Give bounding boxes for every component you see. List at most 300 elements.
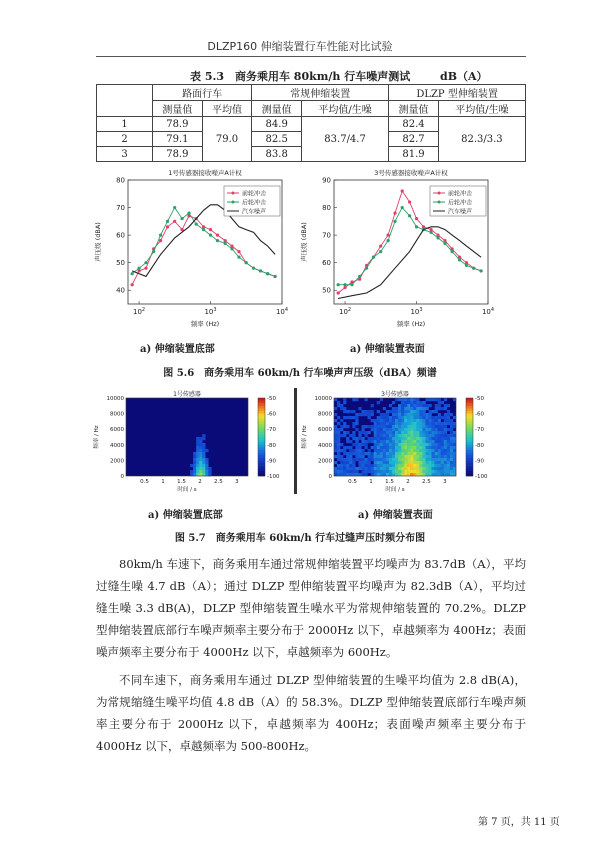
colorbar-segment bbox=[466, 432, 473, 435]
spectrogram-cell bbox=[416, 458, 419, 461]
colorbar-segment bbox=[258, 434, 265, 437]
spectrogram-cell bbox=[450, 455, 453, 458]
spectrogram-cell bbox=[371, 470, 374, 473]
data-point bbox=[430, 228, 433, 231]
spectrogram-cell bbox=[398, 437, 401, 440]
spectrogram-cell bbox=[196, 440, 199, 443]
spectrogram-cell bbox=[334, 443, 337, 446]
spectrogram-cell bbox=[374, 425, 377, 428]
spectrogram-cell bbox=[377, 443, 380, 446]
spectrogram-cell bbox=[407, 434, 410, 437]
spectrogram-cell bbox=[386, 419, 389, 422]
spectrogram-cell bbox=[426, 458, 429, 461]
spectrogram-cell bbox=[340, 467, 343, 470]
spectrogram-cell bbox=[205, 449, 208, 452]
spectrogram-cell bbox=[199, 458, 202, 461]
y-tick-label: 2000 bbox=[110, 458, 124, 465]
spectrogram-cell bbox=[401, 401, 404, 404]
spectrogram-cell bbox=[352, 452, 355, 455]
spectrogram-cell bbox=[395, 455, 398, 458]
spectrogram-cell bbox=[352, 425, 355, 428]
spectrogram-cell bbox=[334, 467, 337, 470]
spectrogram-cell bbox=[352, 470, 355, 473]
spectrogram-cell bbox=[413, 446, 416, 449]
spectrogram-cell bbox=[407, 461, 410, 464]
spectrogram-cell bbox=[438, 449, 441, 452]
spectrogram-cell bbox=[422, 419, 425, 422]
spectrogram-cell bbox=[377, 470, 380, 473]
spectrogram-cell bbox=[380, 443, 383, 446]
spectrogram-cell bbox=[413, 416, 416, 419]
spectrogram-cell bbox=[386, 416, 389, 419]
spectrogram-cell bbox=[422, 425, 425, 428]
spectrogram-cell bbox=[404, 422, 407, 425]
colorbar-segment bbox=[258, 460, 265, 463]
spectrogram-cell bbox=[429, 443, 432, 446]
legend-label: 前轮冲击 bbox=[448, 190, 473, 198]
colorbar-segment bbox=[466, 419, 473, 422]
spectrogram-cell bbox=[208, 467, 211, 470]
spectrogram-cell bbox=[361, 431, 364, 434]
spectrogram-cell bbox=[196, 467, 199, 470]
spectrogram-cell bbox=[380, 398, 383, 401]
spectrogram-cell bbox=[199, 443, 202, 446]
spectrogram-cell bbox=[202, 434, 205, 437]
spectrogram-cell bbox=[444, 413, 447, 416]
spectrogram-cell bbox=[337, 455, 340, 458]
spectrogram-cell bbox=[205, 467, 208, 470]
spectrogram-cell bbox=[444, 440, 447, 443]
spectrogram-cell bbox=[389, 434, 392, 437]
spectrogram-cell bbox=[426, 449, 429, 452]
spectrogram-cell bbox=[410, 407, 413, 410]
spectrogram-cell bbox=[361, 452, 364, 455]
spectrogram-cell bbox=[429, 413, 432, 416]
spectrogram-title: 3号传感器 bbox=[381, 391, 409, 398]
spectrogram-cell bbox=[389, 452, 392, 455]
spectrogram-cell bbox=[392, 440, 395, 443]
data-point bbox=[422, 225, 425, 228]
spectrogram-cell bbox=[343, 461, 346, 464]
spectrogram-cell bbox=[450, 425, 453, 428]
spectrogram-cell bbox=[441, 467, 444, 470]
spectrogram-cell bbox=[386, 452, 389, 455]
colorbar-segment bbox=[466, 460, 473, 463]
legend-marker bbox=[438, 201, 441, 204]
spectrogram-cell bbox=[380, 461, 383, 464]
legend-label: 汽车噪声 bbox=[242, 208, 267, 216]
colorbar-segment bbox=[466, 424, 473, 427]
spectrogram-cell bbox=[349, 464, 352, 467]
x-tick-label: 2.5 bbox=[214, 479, 223, 485]
spectrum-chart-sensor1 bbox=[90, 166, 290, 332]
spectrogram-cell bbox=[202, 446, 205, 449]
spectrogram-cell bbox=[410, 470, 413, 473]
spectrogram-cell bbox=[208, 470, 211, 473]
colorbar-segment bbox=[466, 471, 473, 474]
spectrogram-cell bbox=[386, 443, 389, 446]
spectrogram-cell bbox=[365, 467, 368, 470]
spectrogram-cell bbox=[352, 461, 355, 464]
spectrogram-cell bbox=[404, 398, 407, 401]
spectrogram-sensor1 bbox=[92, 390, 288, 498]
spectrogram-cell bbox=[371, 467, 374, 470]
spectrogram-cell bbox=[377, 467, 380, 470]
group-conventional: 常规伸缩装置 bbox=[252, 85, 389, 101]
colorbar-segment bbox=[466, 403, 473, 406]
spectrogram-cell bbox=[383, 458, 386, 461]
x-tick-label: 1 bbox=[161, 479, 165, 485]
data-point bbox=[273, 275, 276, 278]
spectrogram-cell bbox=[444, 464, 447, 467]
spectrogram-cell bbox=[429, 440, 432, 443]
spectrogram-cell bbox=[346, 440, 349, 443]
spectrogram-cell bbox=[368, 425, 371, 428]
spectrogram-cell bbox=[377, 464, 380, 467]
spectrogram-cell bbox=[410, 440, 413, 443]
spectrogram-cell bbox=[435, 434, 438, 437]
spectrogram-cell bbox=[389, 455, 392, 458]
spectrogram-cell bbox=[392, 425, 395, 428]
x-tick-label: 1 bbox=[369, 479, 373, 485]
spectrogram-cell bbox=[389, 470, 392, 473]
x-axis-label: 频率 (Hz) bbox=[190, 320, 220, 328]
spectrogram-cell bbox=[410, 404, 413, 407]
spectrogram-cell bbox=[380, 431, 383, 434]
spectrogram-cell bbox=[386, 455, 389, 458]
spectrogram-cell bbox=[374, 458, 377, 461]
spectrogram-cell bbox=[422, 458, 425, 461]
spectrogram-cell bbox=[432, 443, 435, 446]
spectrogram-cell bbox=[355, 413, 358, 416]
spectrogram-cell bbox=[401, 464, 404, 467]
spectrogram-cell bbox=[404, 446, 407, 449]
spectrogram-cell bbox=[444, 416, 447, 419]
spectrogram-cell bbox=[380, 422, 383, 425]
spectrogram-cell bbox=[450, 452, 453, 455]
spectrogram-cell bbox=[432, 449, 435, 452]
spectrogram-cell bbox=[352, 416, 355, 419]
spectrogram-cell bbox=[383, 416, 386, 419]
data-point bbox=[209, 228, 212, 231]
data-point bbox=[230, 245, 233, 248]
spectrogram-cell bbox=[404, 425, 407, 428]
spectrogram-cell bbox=[407, 410, 410, 413]
spectrogram-cell bbox=[377, 446, 380, 449]
spectrogram-cell bbox=[361, 410, 364, 413]
spectrogram-cell bbox=[413, 458, 416, 461]
chart-title: 1号传感器接收噪声A计权 bbox=[168, 169, 242, 177]
y-tick-label: 10000 bbox=[314, 396, 332, 402]
spectrogram-cell bbox=[422, 467, 425, 470]
spectrogram-cell bbox=[416, 404, 419, 407]
spectrogram-cell bbox=[365, 452, 368, 455]
spectrogram-cell bbox=[377, 440, 380, 443]
y-tick-label: 90 bbox=[322, 176, 331, 185]
legend-label: 后轮冲击 bbox=[448, 199, 473, 207]
spectrogram-cell bbox=[395, 431, 398, 434]
data-point bbox=[401, 206, 404, 209]
spectrogram-cell bbox=[380, 467, 383, 470]
subhead: 测量值 bbox=[389, 101, 439, 117]
figure7-sub-b: a) 伸缩装置表面 bbox=[358, 510, 433, 521]
x-tick-label: $10^4$ bbox=[275, 307, 289, 316]
spectrogram-cell bbox=[193, 470, 196, 473]
data-point bbox=[166, 225, 169, 228]
header-rule bbox=[96, 56, 526, 57]
spectrogram-cell bbox=[419, 437, 422, 440]
spectrogram-cell bbox=[383, 407, 386, 410]
spectrogram-cell bbox=[438, 467, 441, 470]
spectrogram-cell bbox=[358, 407, 361, 410]
spectrogram-cell bbox=[352, 437, 355, 440]
spectrogram-cell bbox=[444, 458, 447, 461]
spectrogram-cell bbox=[447, 467, 450, 470]
spectrogram-cell bbox=[358, 434, 361, 437]
spectrogram-cell bbox=[371, 425, 374, 428]
spectrogram-cell bbox=[432, 461, 435, 464]
data-point bbox=[350, 283, 353, 286]
data-point bbox=[479, 269, 482, 272]
spectrogram-cell bbox=[361, 461, 364, 464]
spectrogram-cell bbox=[383, 464, 386, 467]
spectrogram-cell bbox=[398, 419, 401, 422]
spectrogram-cell bbox=[410, 449, 413, 452]
spectrogram-cell bbox=[334, 413, 337, 416]
spectrogram-cell bbox=[404, 437, 407, 440]
colorbar-segment bbox=[258, 416, 265, 419]
y-tick-label: 80 bbox=[322, 204, 331, 213]
spectrogram-cell bbox=[371, 404, 374, 407]
spectrogram-cell bbox=[380, 464, 383, 467]
spectrogram-cell bbox=[438, 461, 441, 464]
spectrogram-cell bbox=[389, 446, 392, 449]
spectrogram-cell bbox=[392, 410, 395, 413]
y-tick-label: 40 bbox=[116, 286, 125, 295]
spectrogram-cell bbox=[365, 410, 368, 413]
spectrogram-cell bbox=[404, 431, 407, 434]
spectrogram-cell bbox=[410, 452, 413, 455]
spectrogram-cell bbox=[422, 404, 425, 407]
x-tick-label: 0.5 bbox=[348, 479, 357, 485]
spectrogram-cell bbox=[383, 449, 386, 452]
spectrogram-cell bbox=[377, 419, 380, 422]
data-point bbox=[465, 264, 468, 267]
spectrogram-cell bbox=[349, 467, 352, 470]
spectrogram-cell bbox=[337, 401, 340, 404]
paragraph-1: 80km/h 车速下，商务乘用车通过常规伸缩装置平均噪声为 83.7dB（A），平均过缝生噪 4.7 dB（A）；通过 DLZP 型伸缩装置平均噪声为 82.3dB（A），平均过缝生噪 3.3 dB(A)，DLZP 型伸缩装置生噪水平为常规伸缩装置的 70.2%。DLZP 型伸缩装置底部行车噪声频率主要分布于 2000Hz 以下，卓越频率为 400Hz；表面噪声频率主要分布于 4000Hz 以下，卓越频率为 600Hz。 bbox=[96, 557, 526, 659]
table-caption: 表 5.3 商务乘用车 80km/h 行车噪声测试 bbox=[190, 70, 411, 83]
spectrogram-cell bbox=[422, 416, 425, 419]
spectrogram-cell bbox=[413, 440, 416, 443]
spectrogram-cell bbox=[380, 413, 383, 416]
spectrogram-cell bbox=[444, 428, 447, 431]
spectrogram-cell bbox=[196, 452, 199, 455]
spectrogram-cell bbox=[435, 458, 438, 461]
spectrogram-cell bbox=[404, 404, 407, 407]
spectrogram-cell bbox=[404, 458, 407, 461]
spectrogram-cell bbox=[429, 428, 432, 431]
spectrogram-cell bbox=[398, 458, 401, 461]
spectrogram-cell bbox=[349, 461, 352, 464]
spectrogram-cell bbox=[438, 398, 441, 401]
spectrogram-cell bbox=[416, 446, 419, 449]
data-point bbox=[393, 211, 396, 214]
spectrogram-cell bbox=[432, 434, 435, 437]
x-tick-label: 3 bbox=[235, 479, 239, 485]
spectrogram-cell bbox=[450, 431, 453, 434]
spectrogram-cell bbox=[383, 446, 386, 449]
spectrogram-cell bbox=[398, 410, 401, 413]
spectrogram-cell bbox=[438, 446, 441, 449]
row-id: 3 bbox=[97, 147, 153, 162]
spectrogram-cell bbox=[410, 443, 413, 446]
spectrogram-cell bbox=[407, 470, 410, 473]
spectrogram-cell bbox=[413, 443, 416, 446]
spectrogram-cell bbox=[361, 437, 364, 440]
spectrogram-cell bbox=[340, 449, 343, 452]
spectrogram-cell bbox=[401, 425, 404, 428]
road-average: 79.0 bbox=[202, 117, 252, 162]
spectrogram-cell bbox=[199, 461, 202, 464]
conv-value: 83.8 bbox=[252, 147, 302, 162]
spectrogram-cell bbox=[401, 440, 404, 443]
spectrogram-cell bbox=[392, 437, 395, 440]
spectrogram-cell bbox=[365, 461, 368, 464]
spectrogram-cell bbox=[450, 437, 453, 440]
spectrogram-cell bbox=[416, 431, 419, 434]
colorbar-segment bbox=[466, 453, 473, 456]
spectrogram-cell bbox=[377, 401, 380, 404]
spectrogram-cell bbox=[383, 437, 386, 440]
spectrogram-cell bbox=[358, 431, 361, 434]
spectrogram-cell bbox=[401, 422, 404, 425]
spectrogram-cell bbox=[413, 428, 416, 431]
data-point bbox=[131, 272, 134, 275]
spectrogram-cell bbox=[441, 440, 444, 443]
spectrogram-cell bbox=[196, 449, 199, 452]
spectrogram-cell bbox=[416, 452, 419, 455]
colorbar-segment bbox=[258, 421, 265, 424]
spectrogram-cell bbox=[199, 440, 202, 443]
spectrogram-cell bbox=[386, 413, 389, 416]
spectrogram-cell bbox=[422, 401, 425, 404]
spectrogram-cell bbox=[447, 434, 450, 437]
data-point bbox=[443, 239, 446, 242]
spectrogram-cell bbox=[426, 467, 429, 470]
spectrogram-cell bbox=[432, 452, 435, 455]
spectrogram-cell bbox=[202, 443, 205, 446]
spectrogram-cell bbox=[340, 407, 343, 410]
spectrogram-cell bbox=[343, 446, 346, 449]
spectrogram-cell bbox=[395, 422, 398, 425]
spectrogram-cell bbox=[413, 467, 416, 470]
spectrogram-cell bbox=[407, 452, 410, 455]
spectrogram-cell bbox=[416, 422, 419, 425]
spectrogram-cell bbox=[374, 437, 377, 440]
spectrogram-cell bbox=[380, 440, 383, 443]
table-subhead-row bbox=[97, 101, 526, 117]
x-axis-label: 时间 / s bbox=[177, 487, 197, 493]
spectrogram-cell bbox=[432, 419, 435, 422]
spectrogram-cell bbox=[441, 428, 444, 431]
spectrogram-cell bbox=[346, 437, 349, 440]
spectrogram-cell bbox=[419, 413, 422, 416]
data-point bbox=[379, 250, 382, 253]
spectrogram-cell bbox=[337, 422, 340, 425]
spectrogram-cell bbox=[199, 437, 202, 440]
spectrogram-cell bbox=[432, 398, 435, 401]
spectrogram-cell bbox=[337, 404, 340, 407]
spectrogram-cell bbox=[450, 413, 453, 416]
spectrogram-cell bbox=[355, 428, 358, 431]
colorbar-segment bbox=[258, 463, 265, 466]
spectrogram-cell bbox=[413, 398, 416, 401]
colorbar-segment bbox=[258, 437, 265, 440]
spectrogram-cell bbox=[346, 455, 349, 458]
spectrogram-cell bbox=[422, 455, 425, 458]
row-id: 2 bbox=[97, 132, 153, 147]
spectrogram-cell bbox=[374, 449, 377, 452]
spectrogram-cell bbox=[199, 452, 202, 455]
spectrogram-cell bbox=[413, 461, 416, 464]
spectrogram-cell bbox=[450, 458, 453, 461]
spectrogram-cell bbox=[419, 431, 422, 434]
spectrogram-cell bbox=[383, 425, 386, 428]
data-point bbox=[436, 234, 439, 237]
spectrogram-cell bbox=[398, 455, 401, 458]
spectrogram-cell bbox=[441, 437, 444, 440]
spectrogram-cell bbox=[205, 464, 208, 467]
spectrogram-cell bbox=[389, 440, 392, 443]
figure7-caption: 图 5.7 商务乘用车 60km/h 行车过缝声压时频分布图 bbox=[174, 533, 426, 544]
spectrogram-cell bbox=[193, 452, 196, 455]
data-point bbox=[237, 250, 240, 253]
spectrogram-cell bbox=[196, 461, 199, 464]
spectrogram-cell bbox=[392, 449, 395, 452]
figure-separator bbox=[294, 388, 297, 494]
spectrogram-cell bbox=[404, 440, 407, 443]
colorbar-segment bbox=[466, 421, 473, 424]
spectrogram-cell bbox=[416, 464, 419, 467]
spectrogram-cell bbox=[450, 440, 453, 443]
spectrogram-cell bbox=[383, 431, 386, 434]
spectrogram-cell bbox=[398, 443, 401, 446]
spectrogram-cell bbox=[196, 455, 199, 458]
spectrogram-cell bbox=[398, 416, 401, 419]
spectrogram-cell bbox=[392, 458, 395, 461]
spectrogram-cell bbox=[368, 416, 371, 419]
spectrogram-cell bbox=[337, 416, 340, 419]
data-point bbox=[458, 258, 461, 261]
spectrogram-cell bbox=[422, 413, 425, 416]
dlzp-average: 82.3/3.3 bbox=[438, 117, 525, 162]
spectrogram-cell bbox=[407, 416, 410, 419]
spectrogram-cell bbox=[410, 422, 413, 425]
figure6-sub-b: a) 伸缩装置表面 bbox=[350, 344, 425, 355]
spectrogram-cell bbox=[358, 461, 361, 464]
spectrogram-cell bbox=[410, 464, 413, 467]
colorbar-label: -100 bbox=[475, 474, 488, 480]
spectrogram-cell bbox=[416, 449, 419, 452]
spectrogram-cell bbox=[395, 437, 398, 440]
data-point bbox=[408, 214, 411, 217]
spectrogram-cell bbox=[337, 443, 340, 446]
spectrogram-cell bbox=[407, 449, 410, 452]
spectrogram-cell bbox=[401, 398, 404, 401]
spectrogram-cell bbox=[349, 458, 352, 461]
spectrogram-cell bbox=[386, 410, 389, 413]
